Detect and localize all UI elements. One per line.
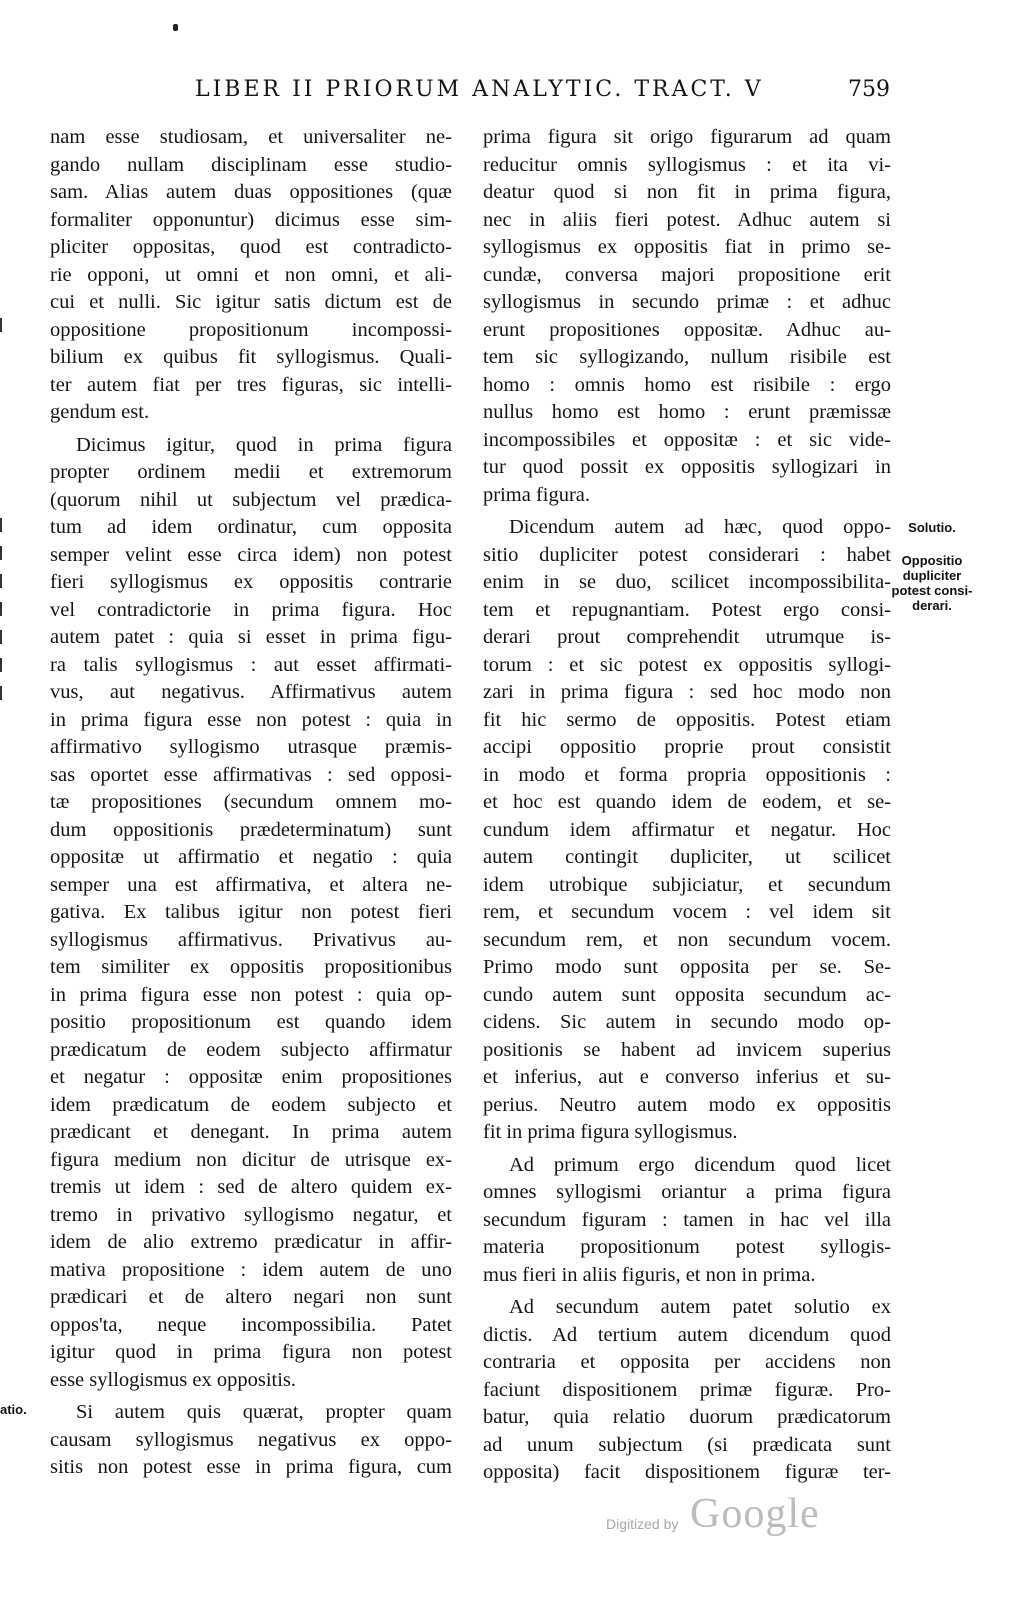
margin-note-oppositio (878, 553, 986, 613)
text-line: figura medium non dicitur de utrisque ex- (50, 1148, 452, 1171)
text-line: autem contingit dupliciter, ut scilicet (483, 846, 891, 868)
edge-mark (0, 686, 2, 700)
text-line: ad unum subjectum (si prædicata sunt (483, 1433, 891, 1456)
text-line: semper velint esse circa idem) non potest (50, 543, 452, 566)
text-line: prædicatum de eodem subjecto affirmatur (50, 1038, 452, 1061)
text-line: nec in aliis fieri potest. Adhuc autem si (483, 208, 891, 231)
text-line: esse syllogismus ex oppositis. (50, 1368, 297, 1391)
text-line: tem similiter ex oppositis propositionibus (50, 956, 452, 978)
text-line: sam. Alias autem duas oppositiones (quæ (50, 181, 452, 203)
text-line: nullus homo est homo : erunt præmissæ (483, 401, 891, 423)
text-line: Dicimus igitur, quod in prima figura (76, 433, 452, 456)
text-line: fit hic sermo de oppositis. Potest etiam (483, 708, 891, 731)
text-line: gendum est. (50, 401, 150, 423)
text-line: reducitur omnis syllogismus : et ita vi- (483, 153, 891, 176)
text-line: affirmativo syllogismo utrasque præmis- (50, 736, 452, 758)
margin-note-line: Oppositio (901, 553, 963, 568)
text-line: syllogismus affirmativus. Privativus au- (50, 928, 452, 951)
text-line: positionis se habent ad invicem superius (483, 1038, 891, 1061)
text-line: batur, quia relatio duorum prædicatorum (483, 1406, 891, 1428)
text-line: gando nullam disciplinam esse studio- (50, 153, 452, 176)
text-line: sas oportet esse affirmativas : sed opposi- (50, 763, 452, 786)
edge-mark (0, 658, 2, 672)
text-line: incompossibiles et oppositæ : et sic vide- (483, 428, 891, 451)
text-line: cundo autem sunt opposita secundum ac- (483, 983, 891, 1006)
text-line: secundum rem, et non secundum vocem. (483, 928, 891, 951)
text-line: deatur quod si non fit in prima figura, (483, 181, 891, 203)
text-line: formaliter opponuntur) dicimus esse sim- (50, 208, 452, 231)
text-line: Ad secundum autem patet solutio ex (509, 1296, 891, 1318)
text-line: prima figura. (483, 483, 591, 506)
text-line: tremis ut idem : sed de altero quidem ex- (50, 1176, 452, 1198)
text-line: in prima figura esse non potest : quia in (50, 708, 452, 731)
text-line: semper una est affirmativa, et altera ne- (50, 873, 452, 896)
page-mark (173, 24, 178, 31)
text-line: oppositione propositionum incompossi- (50, 318, 452, 341)
text-line: opposita) facit dispositionem figuræ ter- (483, 1461, 891, 1483)
text-line: prima figura sit origo figurarum ad quam (483, 126, 891, 148)
text-line: cidens. Sic autem in secundo modo op- (483, 1011, 891, 1033)
text-line: fit in prima figura syllogismus. (483, 1121, 738, 1143)
text-line: cundum idem affirmatur et negatur. Hoc (483, 818, 891, 841)
text-line: sitis non potest esse in prima figura, cum (50, 1456, 452, 1478)
text-line: mativa propositione : idem autem de uno (50, 1258, 452, 1281)
text-line: et inferius, aut e converso inferius et su- (483, 1066, 891, 1088)
margin-note-line: derari. (912, 598, 952, 613)
text-line: sitio dupliciter potest considerari : habet (483, 543, 891, 566)
text-line: rie opponi, ut omni et non omni, et ali- (50, 263, 452, 286)
text-line: cundæ, conversa majori propositione erit (483, 263, 891, 286)
text-line: cui et nulli. Sic igitur satis dictum est de (50, 291, 452, 313)
text-line: Primo modo sunt opposita per se. Se- (483, 956, 891, 978)
text-line: homo : omnis homo est risibile : ergo (483, 373, 891, 396)
text-line: causam syllogismus negativus ex oppo- (50, 1428, 452, 1451)
text-line: positio propositionum est quando idem (50, 1011, 452, 1033)
text-line: igitur quod in prima figura non potest (50, 1341, 452, 1363)
edge-mark (0, 518, 2, 532)
digitized-by-label: Digitized by (606, 1516, 679, 1532)
left-column (50, 124, 452, 1482)
text-line: autem patet : quia si esset in prima figu- (50, 626, 452, 648)
text-line: derari prout comprehendit utrumque is- (483, 626, 891, 648)
text-line: syllogismus ex oppositis fiat in primo se- (483, 236, 891, 258)
text-line: faciunt dispositionem primæ figuræ. Pro- (483, 1378, 891, 1401)
text-line: idem de alio extremo prædicatur in affir- (50, 1231, 452, 1253)
text-line: perius. Neutro autem modo ex oppositis (483, 1093, 891, 1116)
text-line: idem prædicatum de eodem subjecto et (50, 1093, 452, 1116)
margin-note-line: dupliciter (902, 568, 962, 583)
text-line: (quorum nihil ut subjectum vel prædica- (50, 488, 452, 511)
text-line: materia propositionum potest syllogis- (483, 1236, 891, 1258)
text-line: erunt propositiones oppositæ. Adhuc au- (483, 318, 891, 341)
text-line: idem utrobique subjiciatur, et secundum (483, 873, 891, 896)
page-number: 759 (848, 77, 890, 102)
margin-note-line: potest consi- (891, 583, 973, 598)
text-line: omnes syllogismi oriantur a prima figura (483, 1181, 891, 1203)
text-line: dum oppositionis prædeterminatum) sunt (50, 818, 452, 841)
running-title: LIBER II PRIORUM ANALYTIC. TRACT. V (195, 77, 764, 102)
margin-note-left-fragment: atio. (0, 1402, 27, 1417)
edge-mark (0, 574, 2, 588)
text-line: ter autem fiat per tres figuras, sic intelli- (50, 373, 452, 396)
text-line: vel contradictorie in prima figura. Hoc (50, 598, 452, 621)
text-line: fieri syllogismus ex oppositis contrarie (50, 571, 452, 593)
text-line: Si autem quis quærat, propter quam (76, 1401, 452, 1423)
text-line: bilium ex quibus fit syllogismus. Quali- (50, 346, 452, 368)
text-line: pliciter oppositas, quod est contradicto- (50, 236, 452, 258)
text-line: gativa. Ex talibus igitur non potest fieri (50, 901, 452, 923)
text-line: Dicendum autem ad hæc, quod oppo- (509, 516, 891, 538)
text-line: et hoc est quando idem de eodem, et se- (483, 791, 891, 813)
text-line: oppositæ ut affirmatio et negatio : quia (50, 846, 452, 868)
text-line: contraria et opposita per accidens non (483, 1351, 891, 1373)
text-line: ra talis syllogismus : aut esset affirmati- (50, 653, 452, 676)
text-line: tum ad idem ordinatur, cum opposita (50, 516, 452, 538)
text-line: prædicant et denegant. In prima autem (50, 1121, 452, 1143)
text-line: zari in prima figura : sed hoc modo non (483, 681, 891, 703)
edge-mark (0, 318, 2, 332)
edge-mark (0, 630, 2, 644)
edge-mark (0, 602, 2, 616)
text-line: vus, aut negativus. Affirmativus autem (50, 681, 452, 703)
text-line: tur quod possit ex oppositis syllogizari in (483, 456, 891, 478)
text-line: prædicari et de altero negari non sunt (50, 1286, 452, 1308)
text-line: rem, et secundum vocem : vel idem sit (483, 901, 891, 923)
text-line: et negatur : oppositæ enim propositiones (50, 1066, 452, 1088)
google-watermark: Google (690, 1491, 820, 1537)
text-line: propter ordinem medii et extremorum (50, 461, 452, 483)
text-line: mus fieri in aliis figuris, et non in prima. (483, 1263, 816, 1286)
text-line: enim in se duo, scilicet incompossibilita- (483, 571, 891, 593)
text-line: tem et repugnantiam. Potest ergo consi- (483, 598, 891, 621)
text-line: tæ propositiones (secundum omnem mo- (50, 791, 452, 813)
text-line: secundum figuram : tamen in hac vel illa (483, 1208, 891, 1231)
right-column (483, 124, 891, 1487)
text-line: accipi oppositio proprie prout consistit (483, 736, 891, 758)
text-line: oppos'ta, neque incompossibilia. Patet (50, 1313, 452, 1336)
text-line: in modo et forma propria oppositionis : (483, 763, 891, 786)
text-line: tremo in privativo syllogismo negatur, et (50, 1203, 452, 1226)
margin-note-solutio: Solutio. (908, 520, 956, 535)
text-line: Ad primum ergo dicendum quod licet (509, 1153, 891, 1176)
edge-mark (0, 546, 2, 560)
text-line: syllogismus in secundo primæ : et adhuc (483, 291, 891, 313)
text-line: tem sic syllogizando, nullum risibile est (483, 346, 891, 368)
text-line: torum : et sic potest ex oppositis syllogi- (483, 653, 891, 676)
text-line: in prima figura esse non potest : quia op- (50, 983, 452, 1006)
text-line: dictis. Ad tertium autem dicendum quod (483, 1323, 891, 1346)
text-line: nam esse studiosam, et universaliter ne- (50, 126, 452, 148)
